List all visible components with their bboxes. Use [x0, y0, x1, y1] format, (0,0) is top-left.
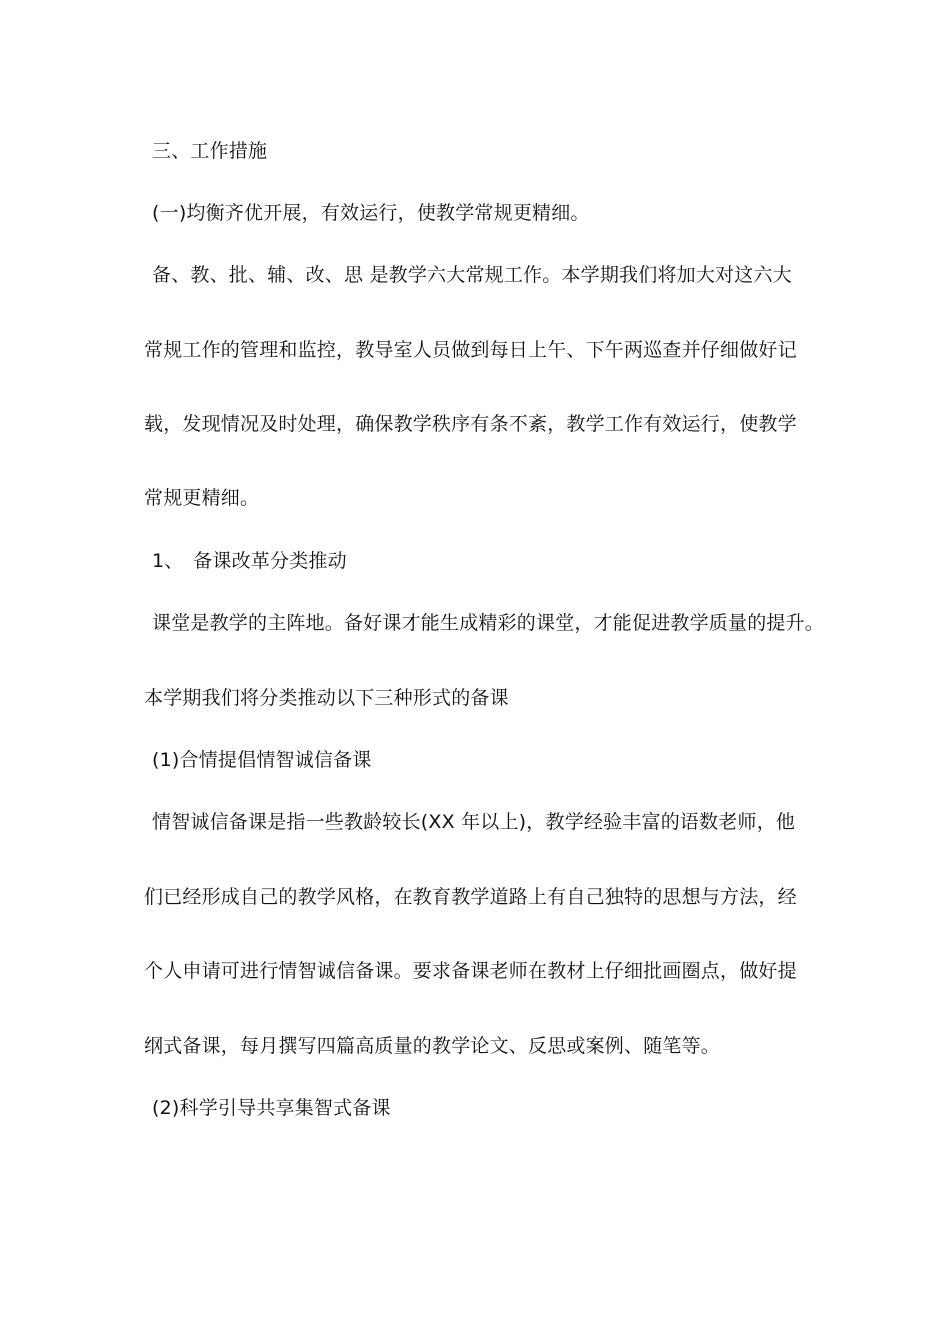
paragraph-line: 常规工作的管理和监控，教导室人员做到每日上午、下午两巡查并仔细做好记: [144, 339, 797, 361]
paragraph-line: 本学期我们将分类推动以下三种形式的备课: [144, 687, 509, 709]
paragraph-line: 载，发现情况及时处理，确保教学秩序有条不紊，教学工作有效运行，使教学: [144, 413, 797, 435]
subsection-heading: (一)均衡齐优开展，有效运行，使教学常规更精细。: [152, 202, 590, 224]
sub-item-heading: (1)合情提倡情智诚信备课: [152, 749, 372, 771]
numbered-item-heading: 1、 备课改革分类推动: [152, 550, 347, 572]
paragraph-line: 个人申请可进行情智诚信备课。要求备课老师在教材上仔细批画圈点，做好提: [144, 960, 797, 982]
paragraph-line: 课堂是教学的主阵地。备好课才能生成精彩的课堂，才能促进教学质量的提升。: [152, 612, 825, 634]
paragraph-line: 情智诚信备课是指一些教龄较长(XX 年以上)，教学经验丰富的语数老师，他: [152, 811, 796, 833]
sub-item-heading: (2)科学引导共享集智式备课: [152, 1097, 391, 1119]
paragraph-line: 备、教、批、辅、改、思 是教学六大常规工作。本学期我们将加大对这六大: [152, 264, 792, 286]
paragraph-line: 纲式备课，每月撰写四篇高质量的教学论文、反思或案例、随笔等。: [144, 1035, 721, 1057]
paragraph-line: 常规更精细。: [144, 487, 260, 509]
paragraph-line: 们已经形成自己的教学风格，在教育教学道路上有自己独特的思想与方法，经: [144, 886, 797, 908]
section-heading: 三、工作措施: [152, 140, 268, 162]
